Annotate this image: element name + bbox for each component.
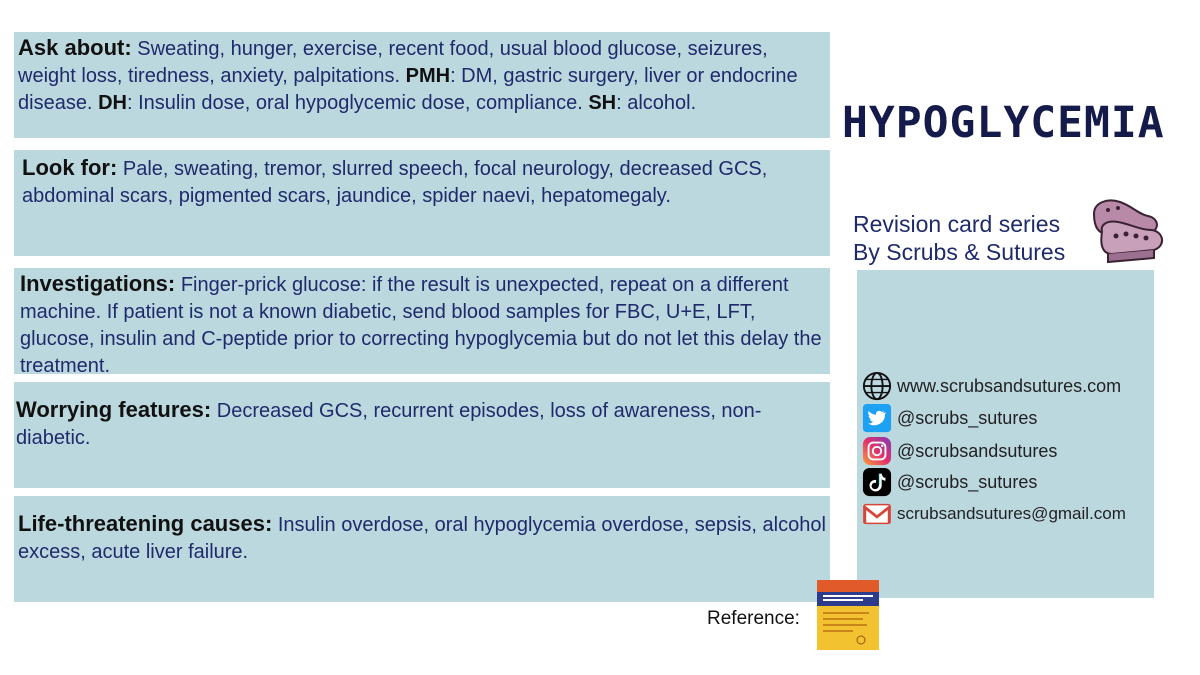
- life-threatening-text: Insulin overdose, oral hypoglycemia overdose, sepsis, alcohol excess, acute liver failure.: [18, 514, 826, 563]
- ask-about-heading: Ask about:: [18, 35, 132, 60]
- worrying-features-card: [14, 382, 830, 488]
- instagram-row[interactable]: [861, 436, 1057, 466]
- ask-about-text-3: : Insulin dose, oral hypoglycemic dose, compliance.: [126, 92, 589, 114]
- look-for-text: Pale, sweating, tremor, slurred speech, focal neurology, decreased GCS, abdominal scars, pigmented scars, jaundice, spider naevi, hepatomegaly.: [22, 158, 768, 207]
- tiktok-handle[interactable]: @scrubs_sutures: [897, 471, 1038, 492]
- sh-label: SH: [588, 92, 617, 114]
- tiktok-icon: [861, 467, 893, 497]
- series-line-1: Revision card series: [853, 211, 1061, 237]
- twitter-icon: [861, 403, 893, 433]
- book-cover-icon: [817, 580, 879, 650]
- series-line-2: By Scrubs & Sutures: [853, 239, 1066, 265]
- series-caption: [853, 210, 1065, 266]
- website-row[interactable]: [861, 371, 1121, 401]
- ask-about-text-4: : alcohol.: [616, 92, 697, 114]
- instagram-handle[interactable]: @scrubsandsutures: [897, 440, 1058, 461]
- worrying-features-heading: Worrying features:: [16, 397, 212, 422]
- reference-label: Reference:: [707, 608, 800, 629]
- twitter-row[interactable]: [861, 403, 1037, 433]
- ask-about-text-2: : DM, gastric surgery, liver or endocrine disease.: [18, 65, 798, 114]
- dh-label: DH: [98, 92, 127, 114]
- page-title: HYPOGLYCEMIA: [842, 98, 1165, 148]
- website-link[interactable]: www.scrubsandsutures.com: [897, 375, 1122, 396]
- globe-icon: [861, 371, 893, 401]
- contact-panel: [857, 270, 1154, 598]
- gmail-icon: [861, 499, 893, 529]
- tiktok-row[interactable]: [861, 467, 1037, 497]
- ask-about-card: [14, 32, 830, 138]
- twitter-handle[interactable]: @scrubs_sutures: [897, 407, 1038, 428]
- look-for-card: [14, 150, 830, 256]
- pmh-label: PMH: [405, 65, 451, 87]
- email-row[interactable]: [861, 499, 1126, 529]
- worrying-features-text: Decreased GCS, recurrent episodes, loss of awareness, non-diabetic.: [16, 400, 762, 449]
- clog-shoe-icon: [1088, 194, 1168, 266]
- look-for-heading: Look for:: [22, 155, 118, 180]
- investigations-text: Finger-prick glucose: if the result is unexpected, repeat on a different machine. If patient is not a known diabetic, send blood samples for FBC, U+E, LFT, glucose, insulin and C-peptide prior to correcting hypoglycemia but do not let this delay the treatment.: [20, 274, 822, 377]
- investigations-heading: Investigations:: [20, 271, 176, 296]
- life-threatening-heading: Life-threatening causes:: [18, 511, 273, 536]
- investigations-card: [14, 268, 830, 377]
- ask-about-text-1: Sweating, hunger, exercise, recent food, usual blood glucose, seizures, weight loss, tiredness, anxiety, palpitations.: [18, 38, 768, 87]
- life-threatening-card: [14, 496, 830, 602]
- instagram-icon: [861, 436, 893, 466]
- email-address[interactable]: scrubsandsutures@gmail.com: [897, 504, 1126, 523]
